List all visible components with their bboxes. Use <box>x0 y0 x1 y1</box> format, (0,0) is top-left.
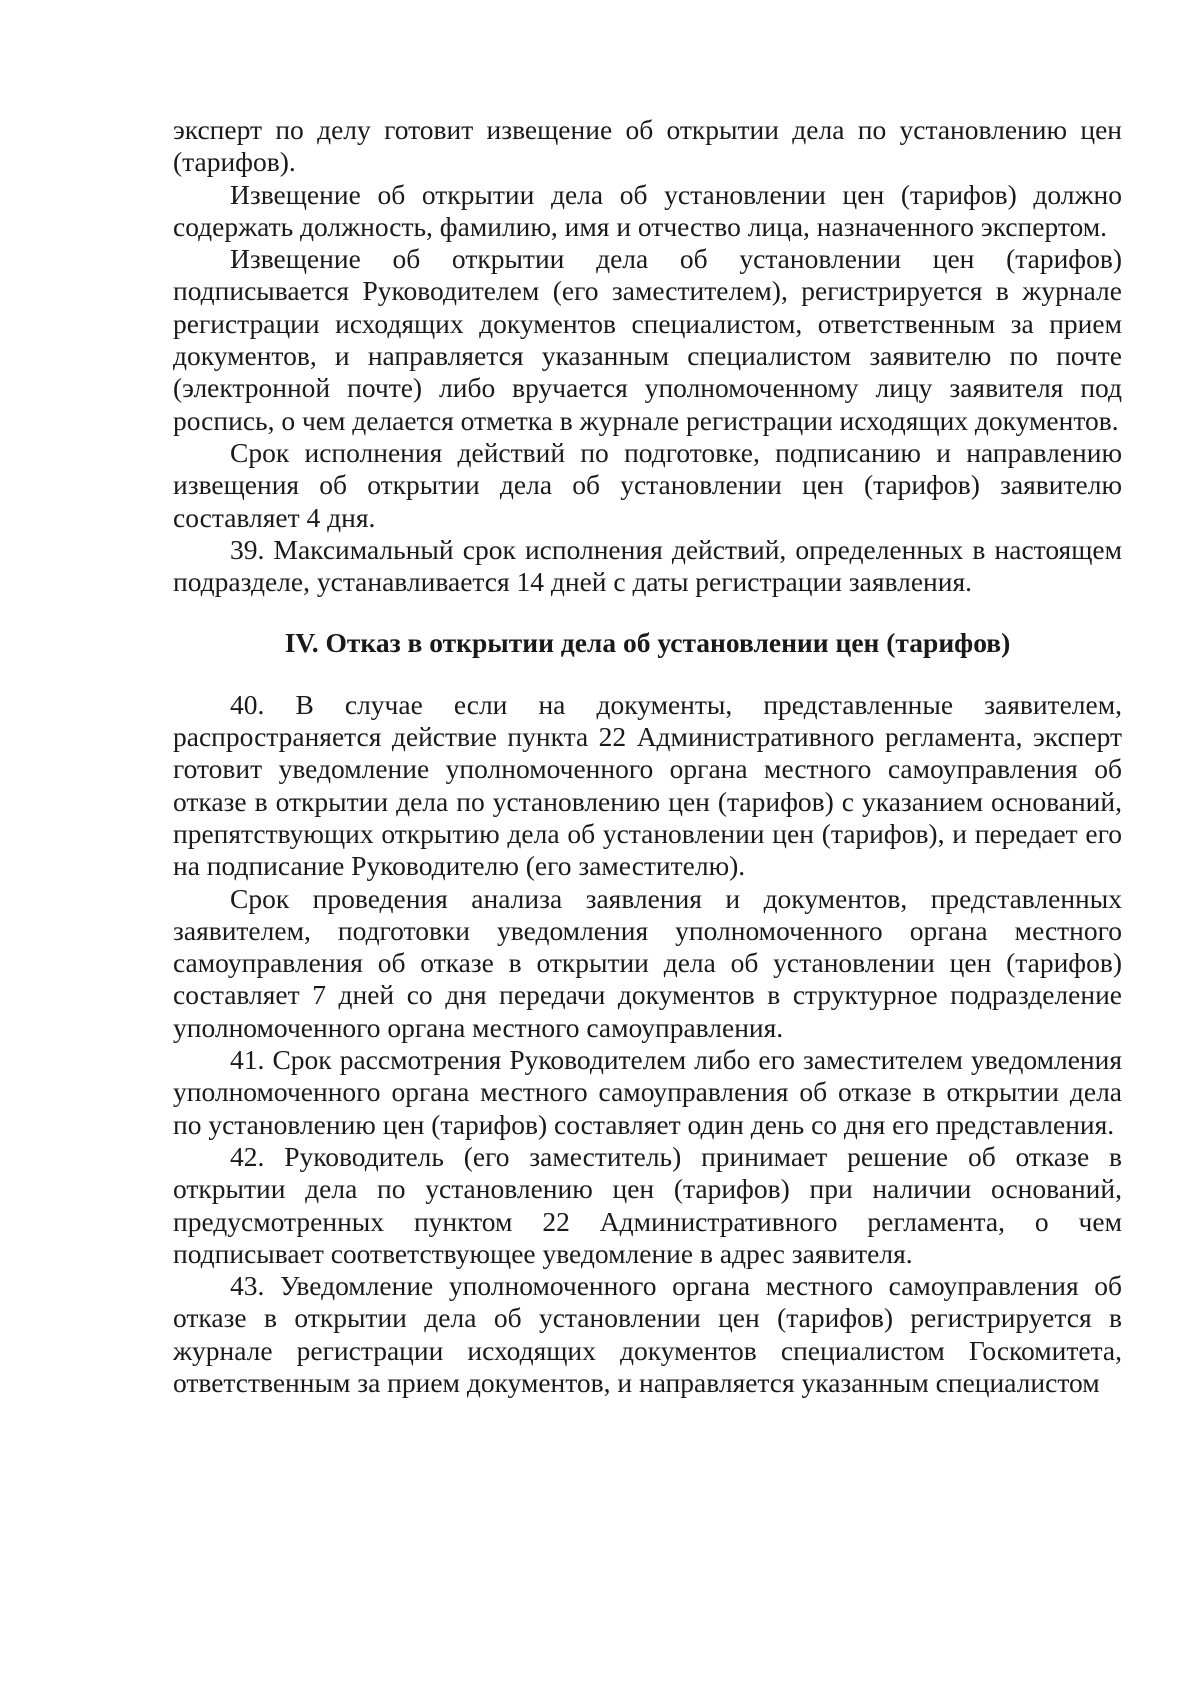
paragraph-notice-content: Извещение об открытии дела об установлении цен (тарифов) должно содержать должность, фамилию, имя и отчество лица, назначенного экспертом. <box>173 178 1122 242</box>
paragraph-analysis-deadline: Срок проведения анализа заявления и документов, представленных заявителем, подготовки уведомления уполномоченного органа местного самоуправления об отказе в открытии дела об установлении цен (тарифов) составляет 7 дней со дня передачи документов в структурное подразделение уполномоченного органа местного самоуправления. <box>173 882 1122 1043</box>
paragraph-notice-deadline: Срок исполнения действий по подготовке, подписанию и направлению извещения об открытии дела об установлении цен (тарифов) заявителю составляет 4 дня. <box>173 436 1122 533</box>
paragraph-notice-signing: Извещение об открытии дела об установлении цен (тарифов) подписывается Руководителем (его заместителем), регистрируется в журнале регистрации исходящих документов специалистом, ответственным за прием документов, и направляется указанным специалистом заявителю по почте (электронной почте) либо вручается уполномоченному лицу заявителя под роспись, о чем делается отметка в журнале регистрации исходящих документов. <box>173 243 1122 436</box>
section-heading: IV. Отказ в открытии дела об установлении цен (тарифов) <box>284 627 1011 659</box>
paragraph-item-42: 42. Руководитель (его заместитель) принимает решение об отказе в открытии дела по установлению цен (тарифов) при наличии оснований, предусмотренных пунктом 22 Административного регламента, о чем подписывает соответствующее уведомление в адрес заявителя. <box>173 1140 1122 1269</box>
paragraph-item-43: 43. Уведомление уполномоченного органа местного самоуправления об отказе в открытии дела об установлении цен (тарифов) регистрируется в журнале регистрации исходящих документов специалистом Госкомитета, ответственным за прием документов, и направляется указанным специалистом <box>173 1270 1122 1398</box>
paragraph-item-39: 39. Максимальный срок исполнения действий, определенных в настоящем подразделе, устанавливается 14 дней с даты регистрации заявления. <box>173 533 1122 598</box>
paragraph-continuation: эксперт по делу готовит извещение об открытии дела по установлению цен (тарифов). <box>173 114 1122 178</box>
paragraph-item-40: 40. В случае если на документы, представленные заявителем, распространяется действие пункта 22 Административного регламента, эксперт готовит уведомление уполномоченного органа местного самоуправления об отказе в открытии дела по установлению цен (тарифов) с указанием оснований, препятствующих открытию дела об установлении цен (тарифов), и передает его на подписание Руководителю (его заместителю). <box>173 688 1122 882</box>
paragraph-item-41: 41. Срок рассмотрения Руководителем либо его заместителем уведомления уполномоченного органа местного самоуправления об отказе в открытии дела по установлению цен (тарифов) составляет один день со дня его представления. <box>173 1044 1122 1140</box>
document-body <box>173 114 1122 1399</box>
